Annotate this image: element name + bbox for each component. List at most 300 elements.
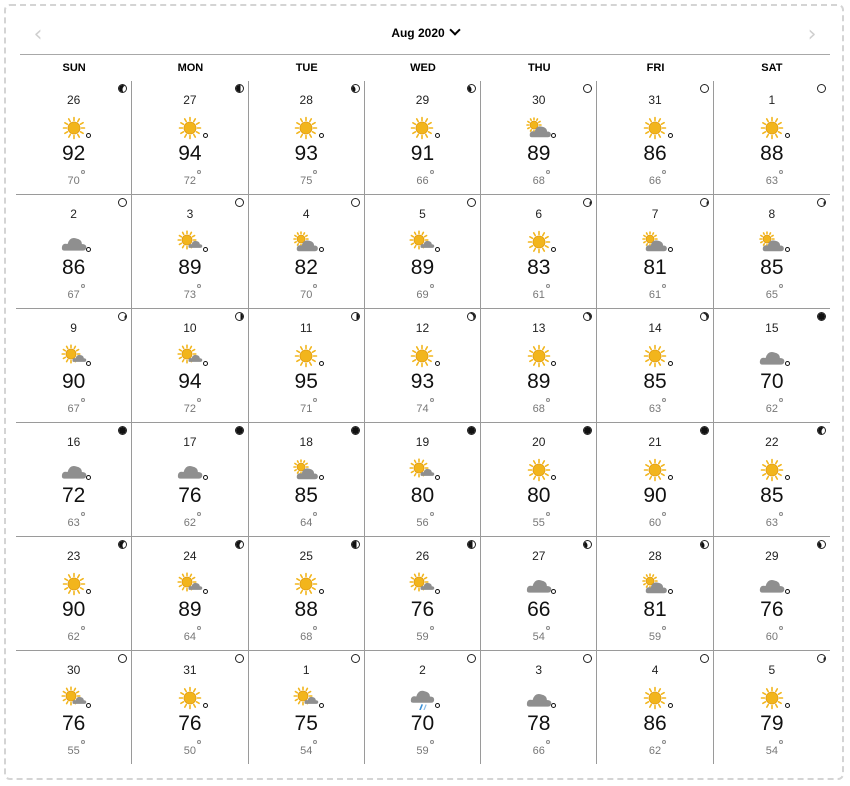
sun-behind-cloud-icon [292,686,320,710]
low-temp-value: 62 [67,631,80,643]
high-temp [16,484,131,508]
low-temp-value: 62 [765,403,778,415]
day-cell[interactable] [714,195,830,308]
low-temp [16,175,131,187]
moon-full-icon [235,198,244,207]
high-temp-value: 89 [178,256,202,279]
high-temp [714,598,830,622]
low-temp-value: 65 [765,289,778,301]
high-temp [132,370,247,394]
high-temp-value: 76 [760,598,784,621]
day-date: 16 [66,435,81,449]
low-temp-value: 63 [765,517,778,529]
calendar-grid [16,81,830,767]
high-temp [365,712,480,736]
low-temp [132,403,247,415]
high-temp-value: 70 [760,370,784,393]
low-temp-value: 59 [416,631,429,643]
month-selector[interactable] [20,26,830,40]
moon-new-icon [583,426,592,435]
high-temp-value: 80 [527,484,551,507]
sunny-icon [641,116,669,140]
high-temp [365,142,480,166]
cloudy-icon [525,686,553,710]
day-date: 2 [70,207,77,221]
day-cell[interactable] [714,537,830,650]
low-temp-value: 66 [416,175,429,187]
low-temp-value: 59 [416,745,429,757]
day-date: 10 [183,321,197,335]
day-date: 12 [415,321,430,335]
day-date: 21 [648,435,662,449]
low-temp [481,175,596,187]
high-temp [16,712,131,736]
high-temp [365,484,480,508]
sunny-icon [60,572,88,596]
low-temp-value: 68 [300,631,313,643]
day-date: 9 [70,321,77,335]
moon-full-icon [583,654,592,663]
cloudy-icon [60,458,88,482]
low-temp [132,745,247,757]
low-temp-value: 61 [532,289,545,301]
day-date: 7 [651,207,659,221]
sunny-icon [176,686,204,710]
low-temp [132,175,247,187]
day-date: 28 [648,549,662,563]
moon-first-quarter-icon [351,540,360,549]
high-temp [597,598,712,622]
day-cell[interactable] [597,423,713,536]
day-date: 23 [66,549,81,563]
day-date: 31 [183,663,197,677]
high-temp-value: 72 [61,484,86,507]
day-date: 4 [302,207,310,221]
high-temp-value: 88 [294,598,318,621]
sunny-icon [641,458,669,482]
low-temp [481,403,596,415]
moon-waning-gibbous-icon [118,312,127,321]
day-date: 26 [415,549,430,563]
high-temp [597,484,712,508]
day-cell[interactable] [597,537,713,650]
day-date: 25 [299,549,313,563]
moon-full-icon [351,198,360,207]
high-temp [714,256,830,280]
low-temp [714,631,830,643]
high-temp-value: 86 [643,142,667,165]
cloudy-icon [758,572,786,596]
day-date: 5 [768,663,776,677]
day-date: 27 [532,549,546,563]
moon-full-icon [118,198,127,207]
moon-first-quarter-icon [467,540,476,549]
day-date: 2 [419,663,426,677]
day-cell[interactable] [481,195,597,308]
moon-waning-gibbous-icon [817,654,826,663]
moon-waxing-gibbous-icon [817,540,826,549]
day-date: 27 [183,93,197,107]
high-temp-value: 90 [61,598,86,621]
high-temp [132,598,247,622]
header-divider [20,54,830,55]
low-temp [132,289,247,301]
high-temp-value: 88 [760,142,784,165]
low-temp-value: 62 [183,517,197,529]
sunny-icon [525,458,553,482]
day-cell[interactable] [481,81,597,194]
cloudy-icon [758,344,786,368]
high-temp [714,484,830,508]
moon-waning-crescent-icon [583,312,592,321]
sun-behind-cloud-icon [408,572,436,596]
day-cell[interactable] [365,537,481,650]
low-temp-value: 75 [300,175,313,187]
sun-behind-cloud-icon [408,458,436,482]
weekday-thu: THU [527,62,551,74]
low-temp [16,403,131,415]
moon-waxing-crescent-icon [235,540,244,549]
low-temp-value: 66 [532,745,545,757]
high-temp [249,370,364,394]
high-temp [481,370,596,394]
high-temp [714,370,830,394]
cloudy-icon [525,572,553,596]
weekday-mon: MON [177,62,204,74]
calendar-week-row [16,81,830,195]
partly-cloudy-icon [525,116,553,140]
day-date: 4 [651,663,659,677]
low-temp [365,631,480,643]
low-temp [132,517,247,529]
sun-behind-cloud-icon [60,344,88,368]
high-temp-value: 90 [643,484,667,507]
day-date: 18 [299,435,313,449]
sunny-icon [758,116,786,140]
moon-new-icon [235,426,244,435]
high-temp-value: 80 [410,484,435,507]
low-temp [597,403,712,415]
low-temp [714,745,830,757]
day-cell[interactable] [365,309,481,422]
low-temp-value: 70 [300,289,313,301]
moon-new-icon [118,426,127,435]
low-temp-value: 69 [416,289,429,301]
high-temp [481,484,596,508]
moon-first-quarter-icon [235,84,244,93]
high-temp-value: 81 [643,256,667,279]
cloudy-icon [60,230,88,254]
day-date: 3 [535,663,543,677]
high-temp [714,142,830,166]
day-cell[interactable] [16,195,132,308]
sun-behind-cloud-icon [176,572,204,596]
low-temp-value: 67 [67,403,80,415]
low-temp [481,517,596,529]
high-temp-value: 85 [643,370,667,393]
low-temp-value: 54 [532,631,545,643]
day-cell[interactable] [481,309,597,422]
day-cell[interactable] [132,651,248,764]
rain-cloud-icon [408,686,436,710]
low-temp-value: 63 [765,175,778,187]
low-temp-value: 56 [416,517,429,529]
sun-behind-cloud-icon [176,230,204,254]
month-label: Aug 2020 [391,26,445,40]
high-temp-value: 89 [527,370,551,393]
calendar-week-row [16,195,830,309]
low-temp [597,517,712,529]
moon-waning-gibbous-icon [583,198,592,207]
high-temp [481,712,596,736]
high-temp-value: 92 [61,142,86,165]
low-temp [714,517,830,529]
day-date: 24 [183,549,197,563]
high-temp-value: 70 [410,712,435,735]
day-cell[interactable] [249,537,365,650]
low-temp [597,175,712,187]
moon-waning-gibbous-icon [817,198,826,207]
sunny-icon [525,344,553,368]
day-date: 30 [66,663,81,677]
high-temp [16,598,131,622]
low-temp-value: 64 [300,517,313,529]
moon-waxing-gibbous-icon [467,84,476,93]
high-temp-value: 90 [61,370,86,393]
high-temp-value: 76 [178,712,202,735]
moon-waxing-gibbous-icon [351,84,360,93]
low-temp [249,289,364,301]
partly-cloudy-icon [292,458,320,482]
high-temp [481,256,596,280]
sunny-icon [758,458,786,482]
high-temp-value: 76 [61,712,86,735]
moon-new-icon [467,426,476,435]
day-date: 26 [66,93,81,107]
low-temp-value: 50 [183,745,197,757]
day-cell[interactable] [249,81,365,194]
high-temp-value: 85 [760,484,784,507]
high-temp [597,256,712,280]
day-date: 28 [299,93,313,107]
day-date: 3 [186,207,194,221]
low-temp-value: 55 [532,517,545,529]
sunny-icon [408,344,436,368]
low-temp-value: 60 [648,517,662,529]
calendar-header [20,20,830,52]
chevron-right-icon: › [807,22,817,47]
day-cell[interactable] [481,423,597,536]
low-temp-value: 63 [67,517,80,529]
day-date: 20 [532,435,546,449]
day-cell[interactable] [714,423,830,536]
low-temp-value: 74 [416,403,429,415]
high-temp-value: 81 [643,598,667,621]
low-temp-value: 62 [648,745,662,757]
day-cell[interactable] [365,195,481,308]
low-temp [16,289,131,301]
low-temp [714,403,830,415]
high-temp-value: 76 [410,598,435,621]
day-cell[interactable] [365,423,481,536]
moon-full-icon [118,654,127,663]
sunny-icon [408,116,436,140]
high-temp-value: 91 [410,142,435,165]
weekday-sat: SAT [761,62,783,74]
moon-new-icon [817,312,826,321]
low-temp [481,289,596,301]
day-cell[interactable] [249,651,365,764]
sunny-icon [292,116,320,140]
moon-waning-crescent-icon [700,312,709,321]
sun-behind-cloud-icon [408,230,436,254]
day-cell[interactable] [481,651,597,764]
weekday-tue: TUE [295,62,318,74]
low-temp-value: 68 [532,175,545,187]
high-temp-value: 82 [294,256,318,279]
moon-full-icon [467,654,476,663]
high-temp-value: 76 [178,484,202,507]
day-cell[interactable] [714,651,830,764]
low-temp-value: 61 [648,289,662,301]
moon-full-icon [351,654,360,663]
high-temp [481,142,596,166]
low-temp-value: 66 [648,175,662,187]
high-temp-value: 93 [294,142,318,165]
high-temp [597,142,712,166]
partly-cloudy-icon [292,230,320,254]
sunny-icon [292,572,320,596]
moon-last-quarter-icon [235,312,244,321]
high-temp-value: 79 [760,712,784,735]
high-temp [249,598,364,622]
high-temp [481,598,596,622]
high-temp-value: 78 [527,712,551,735]
moon-waxing-gibbous-icon [583,540,592,549]
low-temp [16,517,131,529]
calendar-week-row [16,309,830,423]
day-cell[interactable] [365,651,481,764]
high-temp-value: 94 [178,142,202,165]
low-temp-value: 59 [648,631,662,643]
low-temp [249,517,364,529]
high-temp [365,256,480,280]
moon-full-icon [700,654,709,663]
day-cell[interactable] [16,309,132,422]
day-cell[interactable] [132,309,248,422]
partly-cloudy-icon [641,230,669,254]
high-temp-value: 85 [760,256,784,279]
high-temp [16,142,131,166]
day-cell[interactable] [597,309,713,422]
low-temp [714,289,830,301]
day-cell[interactable] [16,537,132,650]
high-temp [132,712,247,736]
partly-cloudy-icon [758,230,786,254]
day-cell[interactable] [365,81,481,194]
low-temp [249,631,364,643]
day-date: 8 [768,207,776,221]
low-temp [365,403,480,415]
low-temp-value: 70 [67,175,80,187]
low-temp-value: 71 [300,403,313,415]
high-temp [132,142,247,166]
day-cell[interactable] [597,81,713,194]
day-date: 29 [415,93,430,107]
day-cell[interactable] [714,309,830,422]
high-temp [249,712,364,736]
day-cell[interactable] [249,195,365,308]
day-cell[interactable] [481,537,597,650]
low-temp-value: 67 [67,289,80,301]
day-cell[interactable] [132,81,248,194]
high-temp-value: 89 [527,142,551,165]
day-date: 17 [183,435,197,449]
moon-new-icon [700,426,709,435]
low-temp [365,289,480,301]
weekday-header [16,62,830,78]
day-date: 15 [765,321,779,335]
high-temp [714,712,830,736]
day-date: 11 [299,321,313,335]
high-temp [365,598,480,622]
low-temp-value: 63 [648,403,662,415]
day-cell[interactable] [132,195,248,308]
day-cell[interactable] [132,423,248,536]
next-month-button[interactable] [800,20,824,50]
day-cell[interactable] [249,423,365,536]
day-date: 1 [302,663,310,677]
day-date: 31 [648,93,662,107]
moon-last-quarter-icon [351,312,360,321]
day-date: 19 [415,435,430,449]
day-date: 29 [765,549,779,563]
day-cell[interactable] [714,81,830,194]
high-temp [249,256,364,280]
high-temp-value: 86 [61,256,86,279]
low-temp [597,745,712,757]
moon-waning-gibbous-icon [700,198,709,207]
sunny-icon [525,230,553,254]
day-cell[interactable] [132,537,248,650]
high-temp-value: 83 [527,256,551,279]
high-temp [597,712,712,736]
low-temp-value: 54 [765,745,778,757]
low-temp [597,289,712,301]
day-cell[interactable] [16,81,132,194]
day-date: 1 [768,93,776,107]
day-cell[interactable] [249,309,365,422]
low-temp [249,175,364,187]
cloudy-icon [176,458,204,482]
low-temp [249,403,364,415]
sunny-icon [60,116,88,140]
day-date: 14 [648,321,662,335]
high-temp [16,370,131,394]
chevron-left-icon: ‹ [33,22,43,47]
day-cell[interactable] [16,423,132,536]
sunny-icon [176,116,204,140]
high-temp-value: 89 [178,598,202,621]
day-cell[interactable] [597,195,713,308]
weekday-wed: WED [410,62,436,74]
day-cell[interactable] [597,651,713,764]
day-date: 13 [532,321,546,335]
low-temp [481,631,596,643]
day-cell[interactable] [16,651,132,764]
low-temp [16,631,131,643]
low-temp [365,175,480,187]
